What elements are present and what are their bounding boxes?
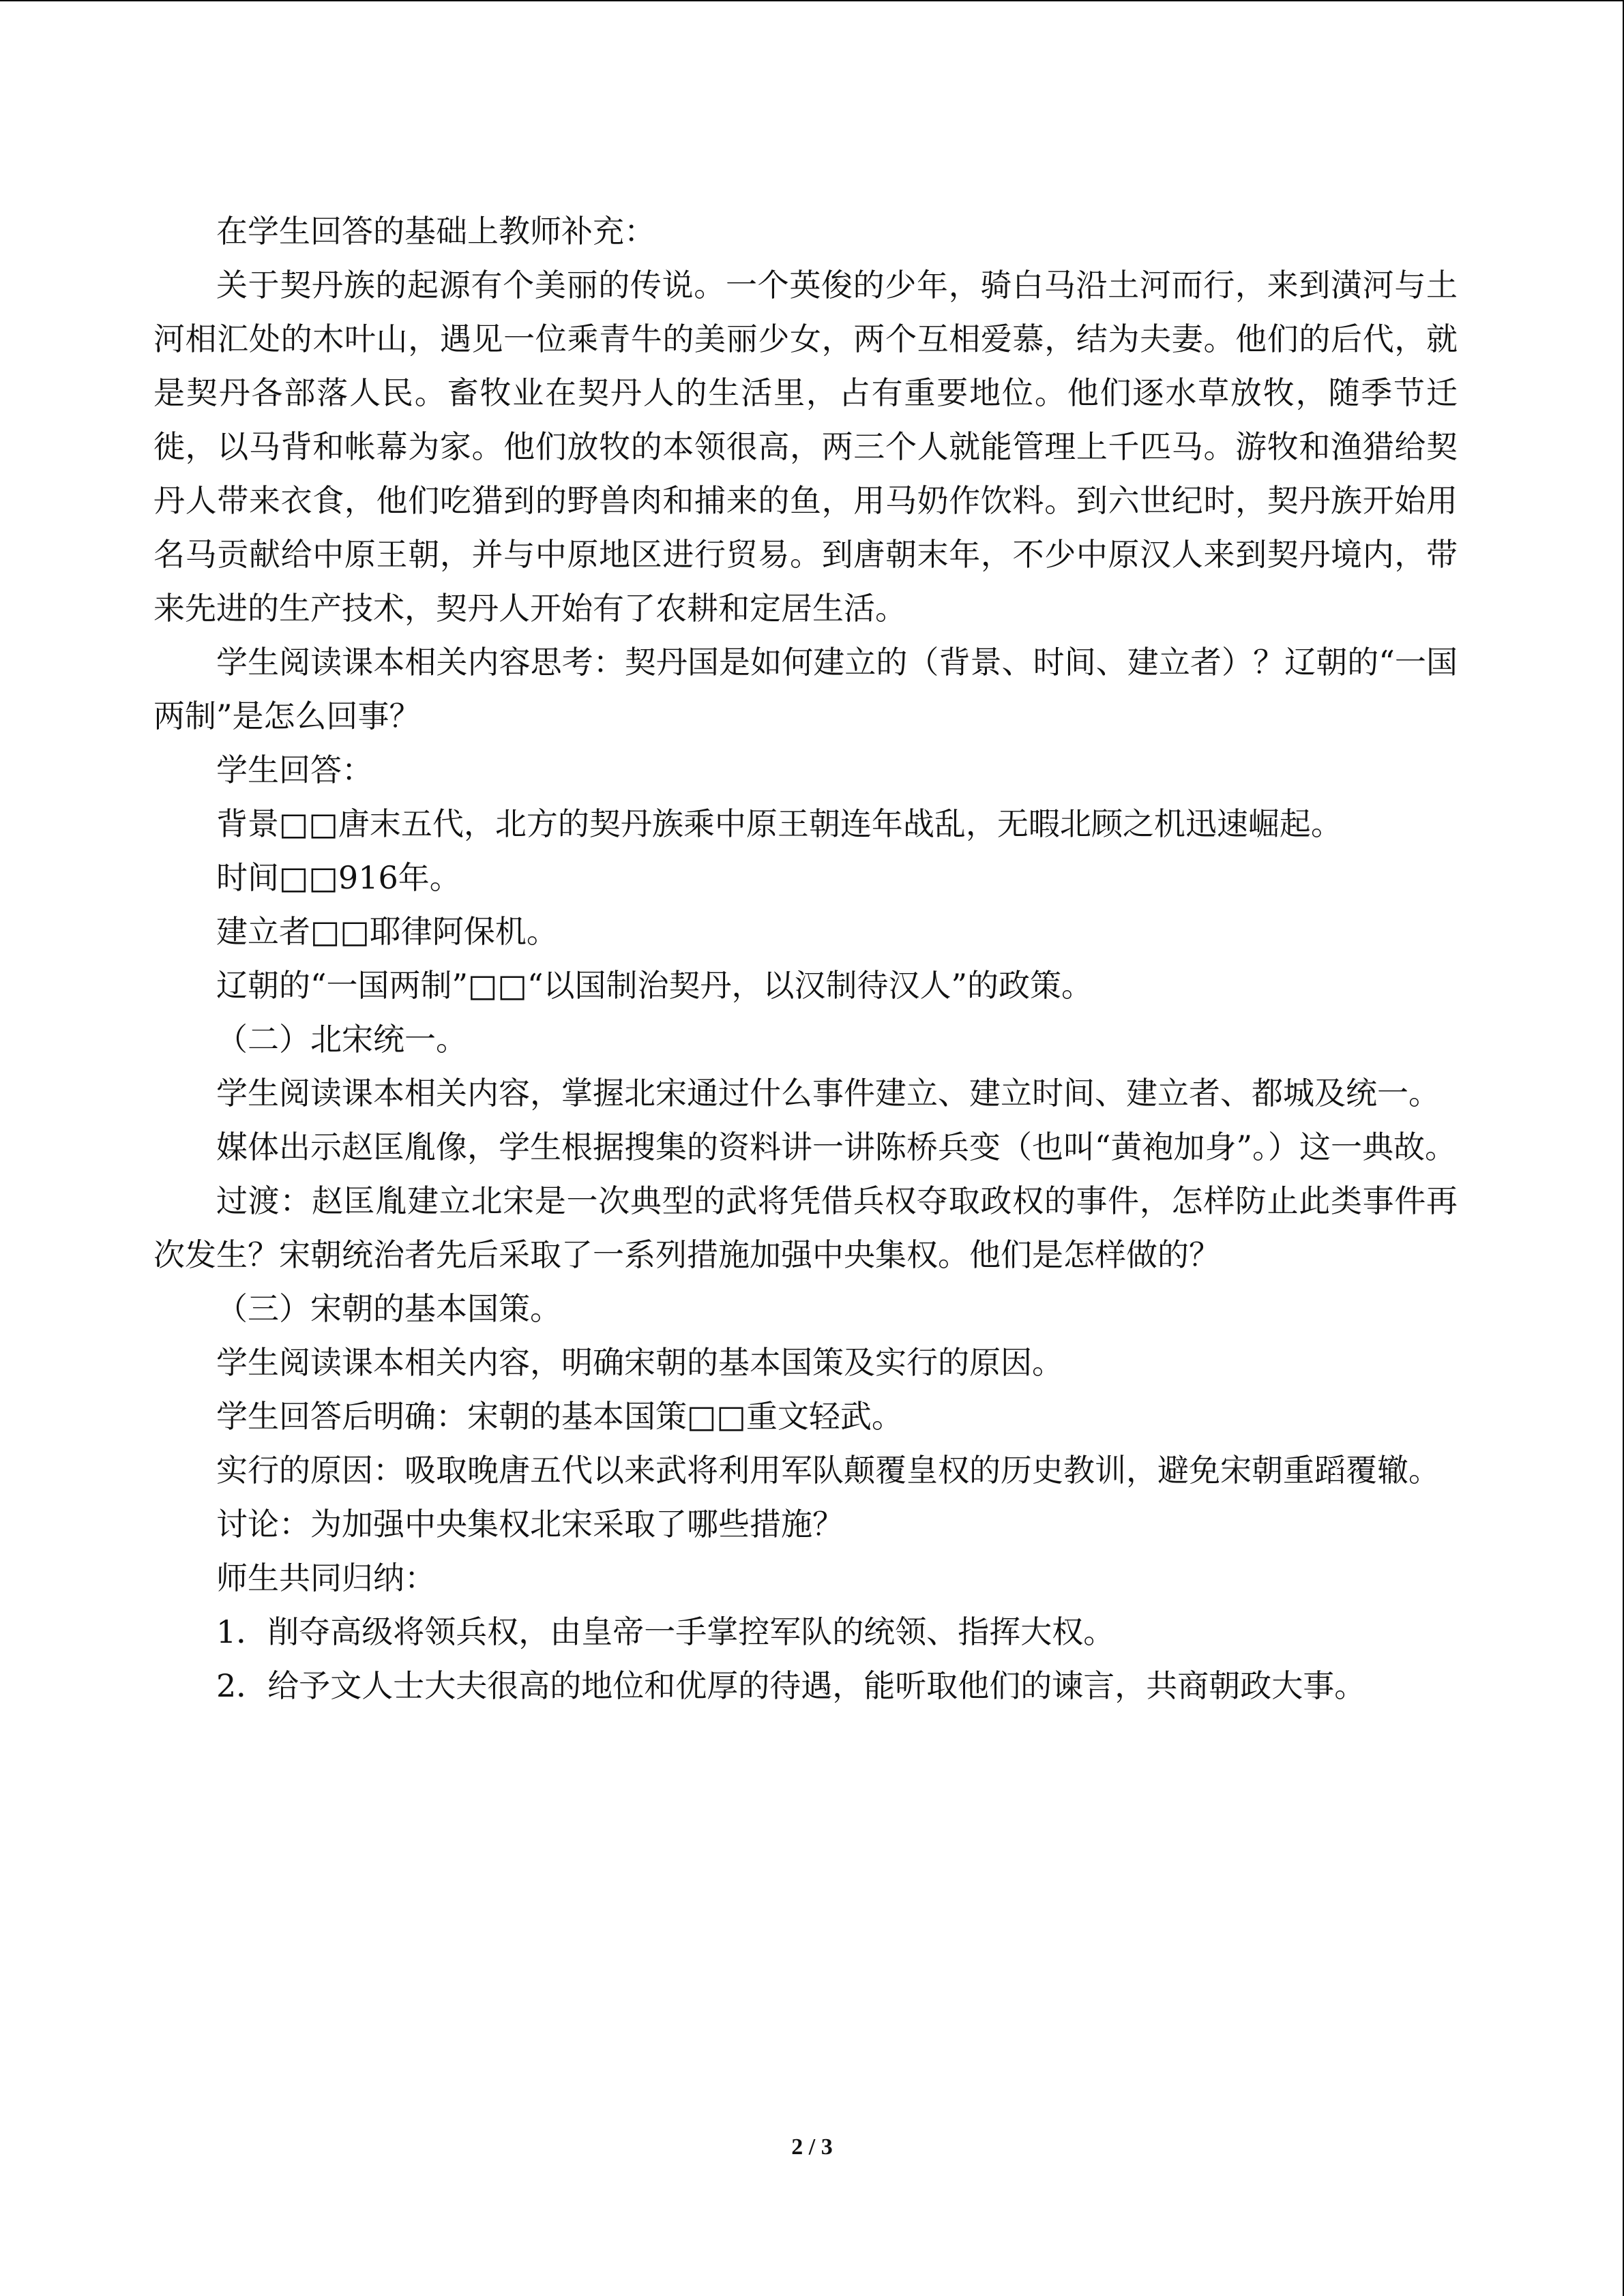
paragraph: 学生阅读课本相关内容，掌握北宋通过什么事件建立、建立时间、建立者、都城及统一。 bbox=[216, 1075, 1440, 1112]
paragraph: 建立者□□耶律阿保机。 bbox=[216, 913, 558, 950]
paragraph: 时间□□916年。 bbox=[216, 859, 461, 896]
paragraph: 讨论：为加强中央集权北宋采取了哪些措施？ bbox=[216, 1506, 844, 1542]
paragraph: 学生回答后明确：宋朝的基本国策□□重文轻武。 bbox=[216, 1398, 903, 1435]
paragraph: 学生回答： bbox=[216, 751, 373, 788]
paragraph: 背景□□唐末五代，北方的契丹族乘中原王朝连年战乱，无暇北顾之机迅速崛起。 bbox=[216, 805, 1342, 842]
paragraph: 媒体出示赵匡胤像，学生根据搜集的资料讲一讲陈桥兵变（也叫“黄袍加身”。）这一典故。 bbox=[216, 1129, 1457, 1165]
document-body bbox=[153, 205, 1458, 1713]
paragraph: 关于契丹族的起源有个美丽的传说。一个英俊的少年，骑白马沿土河而行，来到潢河与土河相汇处的木叶山，遇见一位乘青牛的美丽少女，两个互相爱慕，结为夫妻。他们的后代，就是契丹各部落人民。畜牧业在契丹人的生活里，占有重要地位。他们逐水草放牧，随季节迁徙，以马背和帐幕为家。他们放牧的本领很高，两三个人就能管理上千匹马。游牧和渔猎给契丹人带来衣食，他们吃猎到的野兽肉和捕来的鱼，用马奶作饮料。到六世纪时，契丹族开始用名马贡献给中原王朝，并与中原地区进行贸易。到唐朝末年，不少中原汉人来到契丹境内，带来先进的生产技术，契丹人开始有了农耕和定居生活。 bbox=[153, 267, 1458, 627]
paragraph: 实行的原因：吸取晚唐五代以来武将利用军队颠覆皇权的历史教训，避免宋朝重蹈覆辙。 bbox=[216, 1452, 1440, 1489]
paragraph: 学生阅读课本相关内容，明确宋朝的基本国策及实行的原因。 bbox=[216, 1344, 1063, 1381]
list-item: 2．给予文人士大夫很高的地位和优厚的待遇，能听取他们的谏言，共商朝政大事。 bbox=[216, 1667, 1366, 1704]
section-heading: （二）北宋统一。 bbox=[216, 1021, 467, 1058]
paragraph: 过渡：赵匡胤建立北宋是一次典型的武将凭借兵权夺取政权的事件，怎样防止此类事件再次发生？宋朝统治者先后采取了一系列措施加强中央集权。他们是怎样做的？ bbox=[153, 1182, 1458, 1273]
page-number: 2 / 3 bbox=[791, 2134, 833, 2160]
paragraph: 师生共同归纳： bbox=[216, 1560, 436, 1596]
list-item: 1．削夺高级将领兵权，由皇帝一手掌控军队的统领、指挥大权。 bbox=[216, 1613, 1115, 1650]
section-heading: （三）宋朝的基本国策。 bbox=[216, 1290, 561, 1327]
paragraph: 学生阅读课本相关内容思考：契丹国是如何建立的（背景、时间、建立者）？辽朝的“一国两制”是怎么回事？ bbox=[153, 644, 1458, 734]
paragraph: 辽朝的“一国两制”□□“以国制治契丹，以汉制待汉人”的政策。 bbox=[216, 967, 1093, 1004]
paragraph: 在学生回答的基础上教师补充： bbox=[216, 213, 655, 250]
